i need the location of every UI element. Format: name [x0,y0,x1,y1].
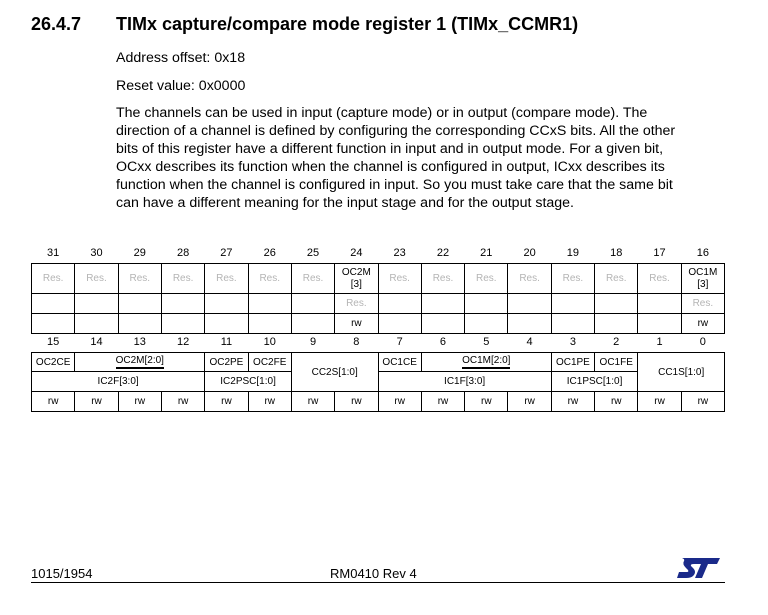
bit-number: 4 [526,336,533,348]
empty-cell [291,294,334,314]
bit-number: 29 [133,247,146,259]
register-table-low [31,332,725,412]
empty-cell [595,294,638,314]
ic1f-field: IC1F[3:0] [378,372,551,392]
register-table-high [31,243,725,334]
access-rw: rw [205,392,248,412]
bit-number: 24 [350,247,363,259]
bit-number: 22 [436,247,450,259]
section-number: 26.4.7 [31,14,82,34]
address-offset: Address offset: 0x18 [116,50,246,66]
bit-number: 18 [610,247,623,259]
bit-number: 0 [699,336,706,348]
access-rw: rw [638,392,681,412]
reserved-field: Res. [551,264,594,294]
empty-cell [378,314,421,334]
empty-cell [465,314,508,334]
reserved-field: Res. [291,264,334,294]
empty-cell [118,294,161,314]
reserved-field: Res. [508,264,551,294]
cc2s-field: CC2S[1:0] [291,353,378,392]
description-line: bits of this register have a different function in input and in output mode. For a given bit, [116,141,664,157]
empty-cell [118,314,161,334]
description-paragraph [116,104,726,212]
bit-number: 23 [393,247,406,259]
reserved-field: Res. [638,264,681,294]
reserved-field: Res. [335,294,378,314]
bit-number: 5 [483,336,490,348]
reserved-field: Res. [681,294,724,314]
ic2f-field: IC2F[3:0] [32,372,205,392]
section-title: TIMx capture/compare mode register 1 (TIMx_CCMR1) [116,14,579,34]
footer-divider [31,582,725,583]
empty-cell [508,294,551,314]
bit-number: 8 [353,336,360,348]
bit-number: 12 [176,336,190,348]
empty-cell [421,294,464,314]
access-rw: rw [378,392,421,412]
description-line: direction of a channel is defined by configuring the corresponding CCxS bits. All the other [116,123,676,139]
bit-number: 30 [90,247,103,259]
description-line: can have a different meaning for the input stage and for the output stage. [116,195,574,211]
bit-number: 21 [480,247,493,259]
access-rw: rw [551,392,594,412]
reset-value: Reset value: 0x0000 [116,78,246,94]
empty-cell [248,314,291,334]
oc2m3-field: OC2M [3] [335,264,378,294]
oc1m-label: OC1M[2:0] [462,355,510,369]
bit-number: 14 [90,336,103,348]
empty-cell [205,314,248,334]
description-line: The channels can be used in input (capture mode) or in output (compare mode). The [116,105,648,121]
access-rw: rw [421,392,464,412]
bit-number: 17 [653,247,666,259]
access-rw: rw [508,392,551,412]
bit-number: 13 [133,336,146,348]
oc2m-label: OC2M[2:0] [116,355,164,369]
oc2m-field [75,353,205,372]
oc1ce-field: OC1CE [378,353,421,372]
bit-number: 10 [263,336,276,348]
bit-number: 2 [613,336,620,348]
bit-number: 25 [306,247,320,259]
access-rw: rw [248,392,291,412]
empty-cell [595,314,638,334]
empty-cell [248,294,291,314]
reserved-field: Res. [205,264,248,294]
ic2psc-field: IC2PSC[1:0] [205,372,292,392]
reserved-field: Res. [118,264,161,294]
access-rw: rw [335,392,378,412]
oc1m3-field: OC1M [3] [681,264,724,294]
access-rw: rw [161,392,204,412]
bit-number: 20 [523,247,536,259]
access-rw: rw [75,392,118,412]
empty-cell [551,314,594,334]
st-logo [676,556,722,585]
empty-cell [638,294,681,314]
access-rw: rw [291,392,334,412]
empty-cell [161,294,204,314]
reserved-field: Res. [161,264,204,294]
access-rw: rw [681,392,724,412]
empty-cell [508,314,551,334]
empty-cell [161,314,204,334]
empty-cell [32,314,75,334]
bit-number: 6 [439,336,447,348]
reserved-field: Res. [248,264,291,294]
bit-number: 1 [656,336,663,348]
reserved-field: Res. [32,264,75,294]
cc1s-field: CC1S[1:0] [638,353,725,392]
reserved-field: Res. [421,264,464,294]
bit-number: 19 [566,247,580,259]
reserved-field: Res. [465,264,508,294]
empty-cell [465,294,508,314]
oc1m-field [421,353,551,372]
reserved-field: Res. [378,264,421,294]
access-rw: rw [681,314,724,334]
oc2fe-field: OC2FE [248,353,291,372]
oc1fe-field: OC1FE [595,353,638,372]
ic1psc-field: IC1PSC[1:0] [551,372,638,392]
page-number: 1015/1954 [31,566,93,581]
bit-number: 3 [569,336,576,348]
empty-cell [32,294,75,314]
oc1pe-field: OC1PE [551,353,594,372]
access-rw: rw [465,392,508,412]
oc2ce-field: OC2CE [32,353,75,372]
reserved-field: Res. [595,264,638,294]
bit-number: 27 [220,247,233,259]
access-rw: rw [118,392,161,412]
bit-number: 15 [47,336,60,348]
bit-number: 31 [47,247,60,259]
description-line: OCxx describes its function when the channel is configured in output, ICxx describes its [116,159,665,175]
empty-cell [638,314,681,334]
bit-number: 26 [263,247,276,259]
bit-number: 9 [309,336,317,348]
empty-cell [551,294,594,314]
empty-cell [205,294,248,314]
empty-cell [75,314,118,334]
description-line: function when the channel is configured in input. So you must take care that the same bit [116,177,673,193]
access-rw: rw [335,314,378,334]
reserved-field: Res. [75,264,118,294]
bit-number: 11 [220,336,233,348]
bit-number: 16 [696,247,709,259]
bit-number: 28 [176,247,190,259]
st-logo-icon [676,556,722,580]
document-revision: RM0410 Rev 4 [330,566,417,581]
empty-cell [421,314,464,334]
bit-number: 7 [396,336,403,348]
empty-cell [75,294,118,314]
access-rw: rw [595,392,638,412]
empty-cell [291,314,334,334]
access-rw: rw [32,392,75,412]
empty-cell [378,294,421,314]
oc2pe-field: OC2PE [205,353,248,372]
